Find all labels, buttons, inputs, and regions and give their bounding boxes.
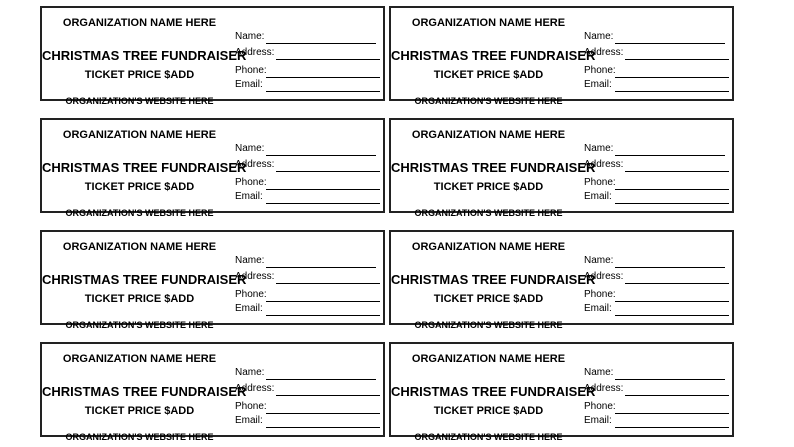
- ticket-price: TICKET PRICE $ADD: [84, 181, 195, 193]
- name-field: [584, 31, 613, 42]
- fundraiser-title: CHRISTMAS TREE FUNDRAISER: [391, 384, 596, 399]
- address-field-line[interactable]: [276, 395, 380, 396]
- phone-field: [584, 65, 616, 76]
- email-field: [235, 191, 263, 202]
- phone-field: [235, 401, 267, 412]
- organization-name: ORGANIZATION NAME HERE: [411, 241, 566, 253]
- email-field: [584, 415, 612, 426]
- phone-field-label: Phone:: [235, 177, 267, 188]
- raffle-ticket: [389, 230, 734, 330]
- name-field-label: Name:: [584, 255, 614, 266]
- address-field-line[interactable]: [625, 59, 729, 60]
- name-field: [235, 255, 264, 266]
- address-field: [235, 47, 274, 58]
- address-field-label: Address:: [235, 47, 275, 58]
- fundraiser-title: CHRISTMAS TREE FUNDRAISER: [391, 272, 596, 287]
- email-field: [235, 79, 263, 90]
- name-field: [235, 143, 264, 154]
- name-field-label: Name:: [235, 31, 265, 42]
- name-field-line[interactable]: [266, 155, 376, 156]
- address-field-line[interactable]: [625, 171, 729, 172]
- name-field-line[interactable]: [615, 267, 725, 268]
- email-field-line[interactable]: [266, 315, 380, 316]
- email-field-label: Email:: [235, 79, 263, 90]
- email-field-line[interactable]: [615, 427, 729, 428]
- organization-website: ORGANIZATION'S WEBSITE HERE: [65, 96, 214, 106]
- raffle-ticket: [40, 6, 385, 106]
- fundraiser-title: CHRISTMAS TREE FUNDRAISER: [42, 384, 247, 399]
- phone-field-line[interactable]: [266, 77, 380, 78]
- phone-field-label: Phone:: [235, 401, 267, 412]
- email-field: [584, 191, 612, 202]
- raffle-ticket: [389, 342, 734, 442]
- phone-field: [584, 177, 616, 188]
- address-field: [584, 47, 623, 58]
- fundraiser-title: CHRISTMAS TREE FUNDRAISER: [42, 272, 247, 287]
- name-field-line[interactable]: [266, 267, 376, 268]
- raffle-ticket: [40, 342, 385, 442]
- address-field-line[interactable]: [276, 59, 380, 60]
- name-field: [235, 31, 264, 42]
- address-field-label: Address:: [235, 383, 275, 394]
- phone-field-line[interactable]: [615, 413, 729, 414]
- ticket-price: TICKET PRICE $ADD: [433, 69, 544, 81]
- phone-field-line[interactable]: [266, 413, 380, 414]
- email-field-label: Email:: [584, 303, 612, 314]
- phone-field-line[interactable]: [615, 301, 729, 302]
- raffle-ticket: [40, 230, 385, 330]
- phone-field-line[interactable]: [615, 77, 729, 78]
- phone-field: [235, 177, 267, 188]
- email-field-label: Email:: [235, 191, 263, 202]
- name-field-line[interactable]: [615, 379, 725, 380]
- phone-field-label: Phone:: [584, 65, 616, 76]
- address-field-label: Address:: [584, 383, 624, 394]
- organization-name: ORGANIZATION NAME HERE: [411, 129, 566, 141]
- email-field-line[interactable]: [615, 203, 729, 204]
- raffle-ticket: [389, 118, 734, 218]
- ticket-price: TICKET PRICE $ADD: [84, 293, 195, 305]
- name-field-label: Name:: [584, 31, 614, 42]
- name-field: [235, 367, 264, 378]
- organization-website: ORGANIZATION'S WEBSITE HERE: [65, 208, 214, 218]
- email-field-line[interactable]: [266, 427, 380, 428]
- address-field: [235, 271, 274, 282]
- name-field-line[interactable]: [615, 155, 725, 156]
- phone-field: [235, 289, 267, 300]
- email-field-line[interactable]: [615, 91, 729, 92]
- name-field-line[interactable]: [615, 43, 725, 44]
- email-field: [235, 415, 263, 426]
- ticket-price: TICKET PRICE $ADD: [433, 181, 544, 193]
- address-field-line[interactable]: [625, 283, 729, 284]
- address-field: [584, 159, 623, 170]
- organization-website: ORGANIZATION'S WEBSITE HERE: [414, 96, 563, 106]
- address-field: [235, 383, 274, 394]
- address-field: [584, 383, 623, 394]
- organization-name: ORGANIZATION NAME HERE: [62, 17, 217, 29]
- organization-name: ORGANIZATION NAME HERE: [411, 17, 566, 29]
- ticket-price: TICKET PRICE $ADD: [433, 293, 544, 305]
- address-field-line[interactable]: [276, 283, 380, 284]
- name-field-label: Name:: [584, 143, 614, 154]
- phone-field: [584, 401, 616, 412]
- organization-website: ORGANIZATION'S WEBSITE HERE: [65, 320, 214, 330]
- fundraiser-title: CHRISTMAS TREE FUNDRAISER: [391, 160, 596, 175]
- organization-website: ORGANIZATION'S WEBSITE HERE: [65, 432, 214, 442]
- phone-field-label: Phone:: [235, 65, 267, 76]
- email-field-label: Email:: [235, 415, 263, 426]
- name-field-label: Name:: [235, 143, 265, 154]
- name-field: [584, 255, 613, 266]
- name-field: [584, 367, 613, 378]
- phone-field-label: Phone:: [584, 401, 616, 412]
- email-field-label: Email:: [235, 303, 263, 314]
- email-field-label: Email:: [584, 415, 612, 426]
- phone-field-line[interactable]: [266, 301, 380, 302]
- organization-website: ORGANIZATION'S WEBSITE HERE: [414, 320, 563, 330]
- organization-name: ORGANIZATION NAME HERE: [411, 353, 566, 365]
- address-field-label: Address:: [584, 271, 624, 282]
- organization-name: ORGANIZATION NAME HERE: [62, 129, 217, 141]
- phone-field-line[interactable]: [266, 189, 380, 190]
- address-field: [235, 159, 274, 170]
- email-field-line[interactable]: [266, 91, 380, 92]
- fundraiser-title: CHRISTMAS TREE FUNDRAISER: [42, 160, 247, 175]
- phone-field-line[interactable]: [615, 189, 729, 190]
- ticket-price: TICKET PRICE $ADD: [84, 405, 195, 417]
- phone-field-label: Phone:: [235, 289, 267, 300]
- name-field-label: Name:: [235, 255, 265, 266]
- name-field-line[interactable]: [266, 379, 376, 380]
- address-field-label: Address:: [584, 159, 624, 170]
- address-field-line[interactable]: [276, 171, 380, 172]
- address-field-label: Address:: [235, 271, 275, 282]
- organization-website: ORGANIZATION'S WEBSITE HERE: [414, 432, 563, 442]
- organization-website: ORGANIZATION'S WEBSITE HERE: [414, 208, 563, 218]
- email-field: [584, 303, 612, 314]
- address-field-label: Address:: [584, 47, 624, 58]
- name-field-line[interactable]: [266, 43, 376, 44]
- email-field-label: Email:: [584, 79, 612, 90]
- organization-name: ORGANIZATION NAME HERE: [62, 241, 217, 253]
- phone-field-label: Phone:: [584, 177, 616, 188]
- phone-field: [584, 289, 616, 300]
- email-field: [584, 79, 612, 90]
- phone-field-label: Phone:: [584, 289, 616, 300]
- phone-field: [235, 65, 267, 76]
- email-field-line[interactable]: [266, 203, 380, 204]
- raffle-ticket: [389, 6, 734, 106]
- email-field: [235, 303, 263, 314]
- email-field-line[interactable]: [615, 315, 729, 316]
- name-field: [584, 143, 613, 154]
- fundraiser-title: CHRISTMAS TREE FUNDRAISER: [391, 48, 596, 63]
- address-field-label: Address:: [235, 159, 275, 170]
- name-field-label: Name:: [235, 367, 265, 378]
- organization-name: ORGANIZATION NAME HERE: [62, 353, 217, 365]
- raffle-ticket: [40, 118, 385, 218]
- ticket-price: TICKET PRICE $ADD: [433, 405, 544, 417]
- address-field-line[interactable]: [625, 395, 729, 396]
- ticket-price: TICKET PRICE $ADD: [84, 69, 195, 81]
- name-field-label: Name:: [584, 367, 614, 378]
- fundraiser-title: CHRISTMAS TREE FUNDRAISER: [42, 48, 247, 63]
- address-field: [584, 271, 623, 282]
- email-field-label: Email:: [584, 191, 612, 202]
